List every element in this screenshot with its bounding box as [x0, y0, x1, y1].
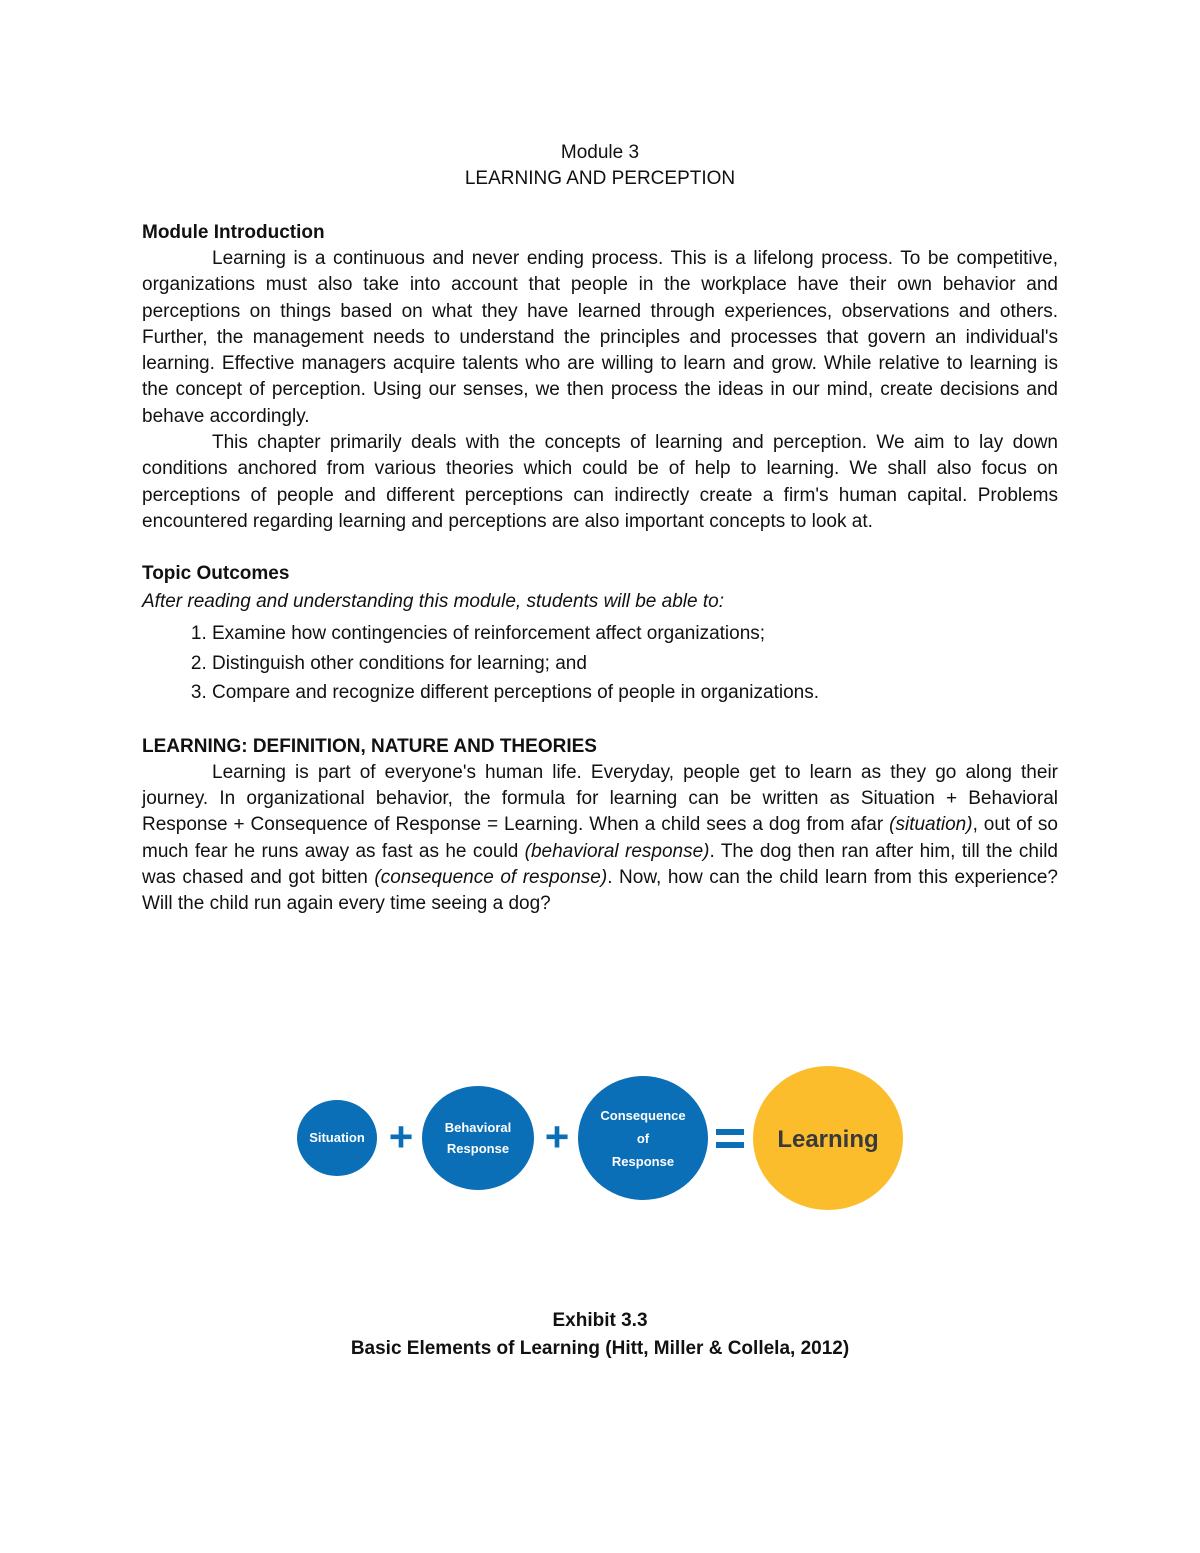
exhibit-caption [0, 1307, 1200, 1363]
outcome-item: 2. Distinguish other conditions for learning; and [212, 649, 1058, 679]
section-text: , out of so much fear he runs away as fast as he could [142, 814, 1059, 862]
behavioral-label: Behavioral [444, 1120, 512, 1135]
module-number: Module 3 [560, 142, 640, 163]
section-emphasis: (situation) [889, 814, 973, 836]
outcomes-list [142, 619, 1058, 708]
section-heading: LEARNING: DEFINITION, NATURE AND THEORIES [142, 735, 597, 757]
plus-sign: + [544, 1113, 570, 1160]
outcomes-heading: Topic Outcomes [142, 563, 290, 585]
section-paragraph [142, 760, 1058, 918]
outcomes-lead: After reading and understanding this module, students will be able to: [142, 591, 724, 613]
section-emphasis: (behavioral response) [524, 840, 710, 862]
exhibit-title: Basic Elements of Learning (Hitt, Miller & Collela, 2012) [350, 1338, 850, 1359]
section-text: . The dog then ran after him, till the child was chased and got bitten [142, 840, 1058, 888]
equals-bar [716, 1129, 744, 1135]
formula-svg [0, 1060, 1200, 1220]
section-text: . Now, how can the child learn from this experience? Will the child run again every time seeing a dog? [142, 866, 1058, 915]
behavioral-label: Response [446, 1141, 510, 1156]
section-text: Learning is part of everyone's human life. Everyday, people get to learn as they go along their journey. In organizational behavior, the formula for learning can be written as Situation + Behavioral Response + Consequence of Response = Learning. When a child sees a dog from afar [142, 761, 1058, 836]
outcome-item: 3. Compare and recognize different perceptions of people in organizations. [212, 678, 1058, 708]
equals-bar [716, 1142, 744, 1148]
consequence-label: of [636, 1131, 650, 1146]
intro-paragraph-2: This chapter primarily deals with the concepts of learning and perception. We aim to lay down conditions anchored from various theories which could be of help to learning. We shall also focus on perceptions of people and different perceptions can indirectly create a firm's human capital. Problems encountered regarding learning and perceptions are also important concepts to look at. [142, 432, 1058, 532]
learning-label: Learning [777, 1126, 879, 1153]
document-header [142, 140, 1058, 192]
exhibit-number: Exhibit 3.3 [552, 1310, 648, 1331]
intro-paragraph-1: Learning is a continuous and never ending process. This is a lifelong process. To be competitive, organizations must also take into account that people in the workplace have their own behavior and perceptions on things based on what they have learned through experiences, observations and others. Further, the management needs to understand the principles and processes that govern an individual's learning. Effective managers acquire talents who are willing to learn and grow. While relative to learning is the concept of perception. Using our senses, we then process the ideas in our mind, create decisions and behave accordingly. [142, 248, 1058, 427]
learning-formula-diagram [0, 1060, 1200, 1220]
document-page [142, 140, 1058, 918]
intro-heading: Module Introduction [142, 222, 325, 243]
section-emphasis: (consequence of response) [374, 866, 608, 888]
situation-label: Situation [309, 1130, 365, 1145]
consequence-label: Consequence [600, 1108, 686, 1123]
plus-sign: + [388, 1113, 414, 1160]
behavioral-response-node [422, 1086, 534, 1190]
consequence-label: Response [611, 1154, 675, 1169]
outcome-item: 1. Examine how contingencies of reinforcement affect organizations; [212, 619, 1058, 649]
module-title: LEARNING AND PERCEPTION [464, 168, 736, 189]
